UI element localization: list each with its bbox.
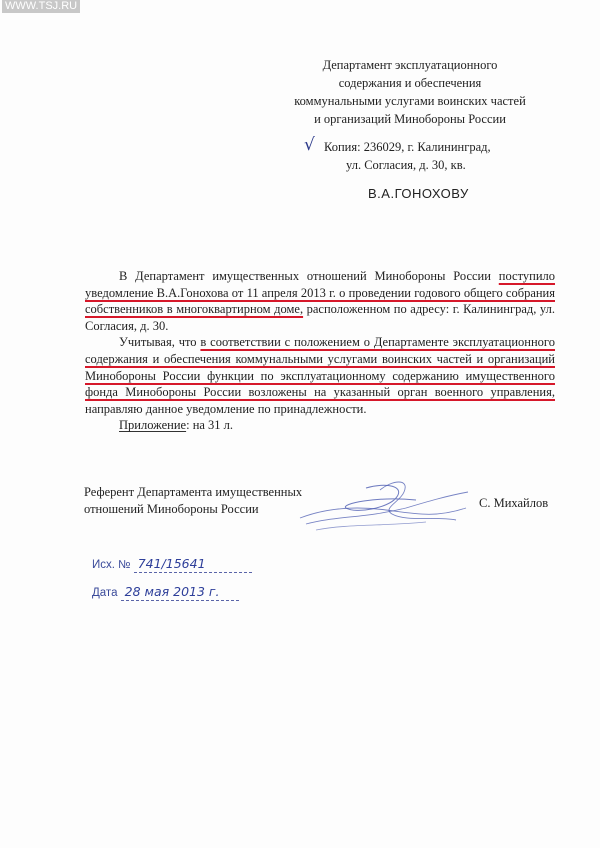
- position-line-1: Референт Департамента имущественных: [84, 485, 303, 499]
- outgoing-date-label: Дата: [92, 587, 118, 599]
- p1-highlight: поступило уведомление В.А.Гонохова от 11 апреля 2013 г. о проведении годового общего собрания собственников в многоквартирном доме,: [85, 269, 555, 317]
- check-mark-icon: √: [304, 135, 315, 155]
- addressee-line: коммунальными услугами воинских частей: [294, 94, 526, 108]
- p1-start: В Департамент имущественных отношений Минобороны России: [119, 269, 491, 283]
- p2-highlight: в соответствии с положением о Департаменте эксплуатационного содержания и обеспечения коммунальными услугами воинских частей и организаций Минобороны России функции по эксплуатационному содержанию имущественного фонда Минобороны России возложены на указанный орган военного управления,: [85, 335, 555, 400]
- copy-line-2: ул. Согласия, д. 30, кв.: [346, 158, 466, 172]
- addressee-line: содержания и обеспечения: [338, 76, 482, 90]
- outgoing-number: [92, 556, 252, 573]
- addressee-block: [285, 56, 535, 128]
- watermark: WWW.TSJ.RU: [2, 0, 80, 13]
- attachment-value: : на 31 л.: [186, 418, 234, 433]
- paragraph-1: [85, 268, 555, 334]
- paragraph-2: [85, 334, 555, 417]
- outgoing-date-value: 28 мая 2013 г.: [121, 584, 239, 601]
- attachment-line: [85, 417, 555, 434]
- position-line-2: отношений Минобороны России: [84, 502, 259, 516]
- p2-start: Учитывая, что: [119, 335, 197, 350]
- signatory-position: [84, 484, 302, 518]
- addressee-line: и организаций Минобороны России: [314, 112, 506, 126]
- outgoing-number-label: Исх. №: [92, 559, 131, 571]
- addressee-line: Департамент эксплуатационного: [322, 58, 498, 72]
- outgoing-number-value: 741/15641: [134, 556, 252, 573]
- p1-end: расположенном по адресу: г. Калининград, ул. Согласия, д. 30.: [85, 302, 555, 333]
- copy-address: [304, 135, 542, 174]
- outgoing-date: [92, 584, 239, 601]
- handwritten-signature: [296, 478, 476, 538]
- recipient-name: В.А.ГОНОХОВУ: [368, 186, 469, 201]
- signatory-name: С. Михайлов: [479, 496, 549, 510]
- copy-line-1: Копия: 236029, г. Калининград,: [324, 140, 491, 154]
- attachment-label: Приложение: [119, 418, 187, 433]
- p2-end: направляю данное уведомление по принадлежности.: [85, 401, 367, 416]
- letter-body: [85, 268, 555, 434]
